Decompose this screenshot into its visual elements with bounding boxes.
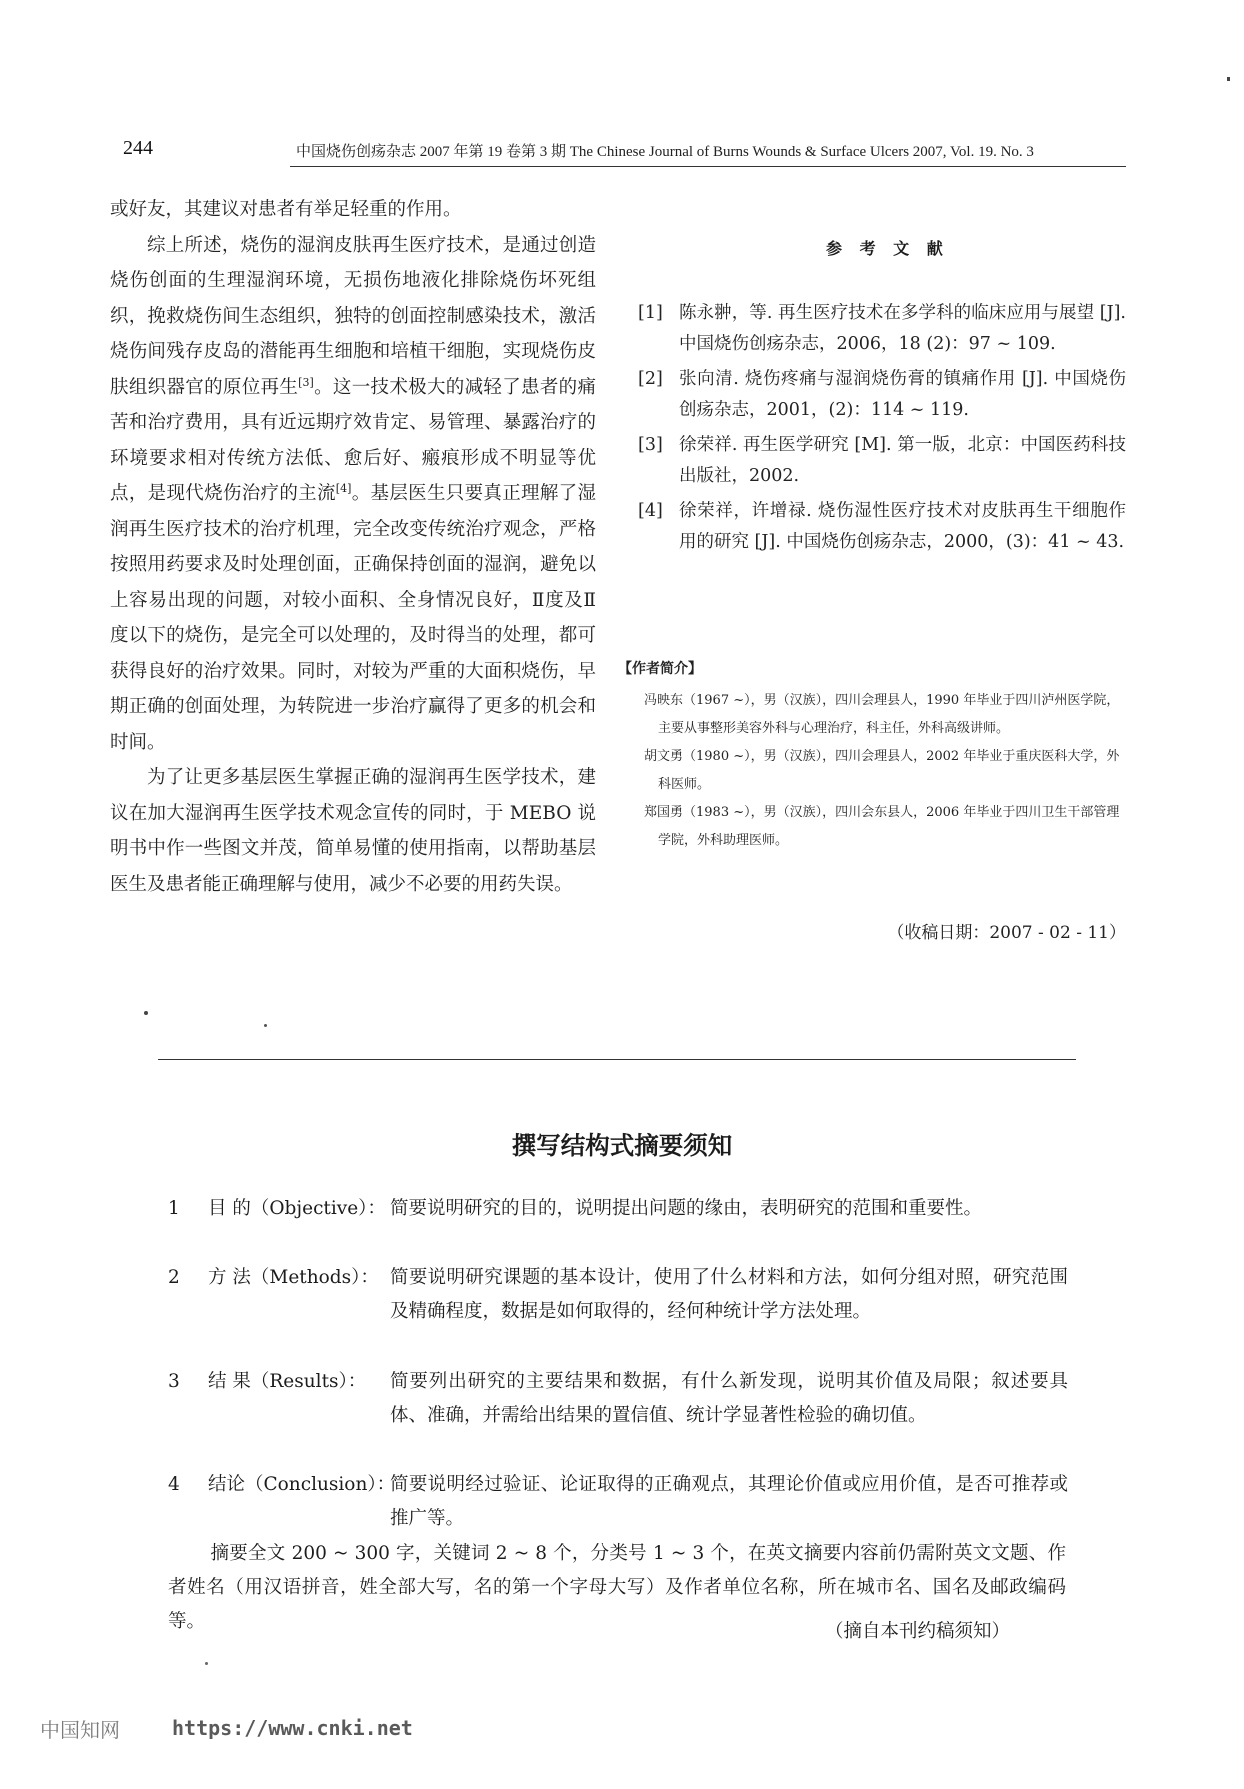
author-bio-entry: 郑国勇（1983 ~），男（汉族），四川会东县人，2006 年毕业于四川卫生干部管理学院，外科助理医师。 <box>644 805 1120 848</box>
notice-item-label: 结 果（Results）： <box>208 1371 367 1392</box>
reference-text: 徐荣祥. 再生医学研究 [M]. 第一版，北京：中国医药科技出版社，2002. <box>679 435 1126 486</box>
cnki-watermark-url[interactable]: https://www.cnki.net <box>172 1716 413 1740</box>
notice-title: 撰写结构式摘要须知 <box>511 1131 733 1160</box>
notice-item-number: 1 <box>168 1198 180 1219</box>
section-divider <box>158 1059 1076 1060</box>
author-bio-entry: 胡文勇（1980 ~），男（汉族），四川会理县人，2002 年毕业于重庆医科大学，外科医师。 <box>644 749 1120 792</box>
references-list <box>638 298 1126 562</box>
notice-item-text: 简要说明研究的目的，说明提出问题的缘由，表明研究的范围和重要性。 <box>390 1198 983 1219</box>
notice-item-label: 结论（Conclusion）： <box>208 1474 396 1495</box>
reference-item <box>638 430 1126 491</box>
notice-source: （摘自本刊约稿须知） <box>824 1621 1010 1642</box>
scan-speck <box>205 1662 208 1665</box>
notice-item-conclusion <box>168 1468 1068 1536</box>
reference-number: [2] <box>638 369 663 389</box>
running-head: 中国烧伤创疡杂志 2007 年第 19 卷第 3 期 The Chinese Journal of Burns Wounds & Surface Ulcers 2007, Vol. 19. No. 3 <box>296 144 1034 160</box>
body-text: 。基层医生只要真正理解了湿润再生医疗技术的治疗机理，完全改变传统治疗观念，严格按照用药要求及时处理创面，正确保持创面的湿润，避免以上容易出现的问题，对较小面积、全身情况良好，Ⅱ度及Ⅱ度以下的烧伤，是完全可以处理的，及时得当的处理，都可获得良好的治疗效果。同时，对较为严重的大面积烧伤，早期正确的创面处理，为转院进一步治疗赢得了更多的机会和时间。 <box>110 483 596 753</box>
reference-item <box>638 496 1126 557</box>
citation: [3] <box>298 375 314 389</box>
notice-item-label: 方 法（Methods）： <box>208 1267 379 1288</box>
notice-item-number: 2 <box>168 1267 180 1288</box>
reference-number: [1] <box>638 303 663 323</box>
body-text: 综上所述，烧伤的湿润皮肤再生医疗技术，是通过创造烧伤创面的生理湿润环境，无损伤地液化排除烧伤坏死组织，挽救烧伤间生态组织，独特的创面控制感染技术，激活烧伤间残存皮岛的潜能再生细胞和培植干细胞，实现烧伤皮肤组织器官的原位再生 <box>110 234 596 398</box>
reference-text: 徐荣祥，许增禄. 烧伤湿性医疗技术对皮肤再生干细胞作用的研究 [J]. 中国烧伤创疡杂志，2000，(3)：41 ~ 43. <box>679 501 1126 552</box>
reference-item <box>638 364 1126 425</box>
reference-text: 张向清. 烧伤疼痛与湿润烧伤膏的镇痛作用 [J]. 中国烧伤创疡杂志，2001，(2)：114 ~ 119. <box>679 369 1126 420</box>
body-paragraph-1: 或好友，其建议对患者有举足轻重的作用。 <box>110 199 462 220</box>
notice-item-objective <box>168 1192 1068 1226</box>
cnki-watermark-logo: 中国知网 <box>40 1718 120 1742</box>
body-paragraph-2 <box>110 228 596 761</box>
notice-item-number: 3 <box>168 1371 180 1392</box>
notice-item-text: 简要说明经过验证、论证取得的正确观点，其理论价值或应用价值，是否可推荐或推广等。 <box>390 1474 1068 1529</box>
notice-summary: 摘要全文 200 ~ 300 字，关键词 2 ~ 8 个，分类号 1 ~ 3 个，在英文摘要内容前仍需附英文文题、作者姓名（用汉语拼音，姓全部大写，名的第一个字母大写）及作者单位名称，所在城市名、国名及邮政编码等。 <box>168 1543 1066 1632</box>
body-column <box>110 192 596 902</box>
reference-number: [4] <box>638 501 663 521</box>
author-bio-heading: 【作者简介】 <box>618 661 702 677</box>
reference-text: 陈永翀，等. 再生医疗技术在多学科的临床应用与展望 [J]. 中国烧伤创疡杂志，2006，18 (2)：97 ~ 109. <box>679 303 1126 354</box>
scan-speck <box>1227 77 1230 81</box>
citation: [4] <box>335 481 352 495</box>
references-title: 参 考 文 献 <box>826 239 949 258</box>
page-number: 244 <box>123 137 153 159</box>
scan-speck <box>144 1011 148 1015</box>
author-bio <box>618 655 1126 855</box>
header-rule <box>290 166 1126 167</box>
body-text: 。这一技术极大的减轻了患者的痛苦和治疗费用，具有近远期疗效肯定、易管理、暴露治疗的环境要求相对传统方法低、愈后好、瘢痕形成不明显等优点，是现代烧伤治疗的主流 <box>110 376 596 504</box>
received-date: （收稿日期：2007 - 02 - 11） <box>887 923 1126 943</box>
notice-item-number: 4 <box>168 1474 180 1495</box>
author-bio-entry: 冯映东（1967 ~），男（汉族），四川会理县人，1990 年毕业于四川泸州医学院，主要从事整形美容外科与心理治疗，科主任，外科高级讲师。 <box>644 693 1120 736</box>
notice-item-text: 简要列出研究的主要结果和数据，有什么新发现，说明其价值及局限；叙述要具体、准确，并需给出结果的置信值、统计学显著性检验的确切值。 <box>390 1371 1068 1426</box>
notice-item-methods <box>168 1261 1068 1329</box>
notice-item-text: 简要说明研究课题的基本设计，使用了什么材料和方法，如何分组对照，研究范围及精确程度，数据是如何取得的，经何种统计学方法处理。 <box>390 1267 1068 1322</box>
notice-item-results <box>168 1365 1068 1433</box>
body-paragraph-3: 为了让更多基层医生掌握正确的湿润再生医学技术，建议在加大湿润再生医学技术观念宣传的同时，于 MEBO 说明书中作一些图文并茂，简单易懂的使用指南，以帮助基层医生及患者能正确理解与使用，减少不必要的用药失误。 <box>110 767 596 895</box>
reference-item <box>638 298 1126 359</box>
scan-speck <box>264 1024 267 1027</box>
notice-item-label: 目 的（Objective）： <box>208 1198 386 1219</box>
reference-number: [3] <box>638 435 663 455</box>
